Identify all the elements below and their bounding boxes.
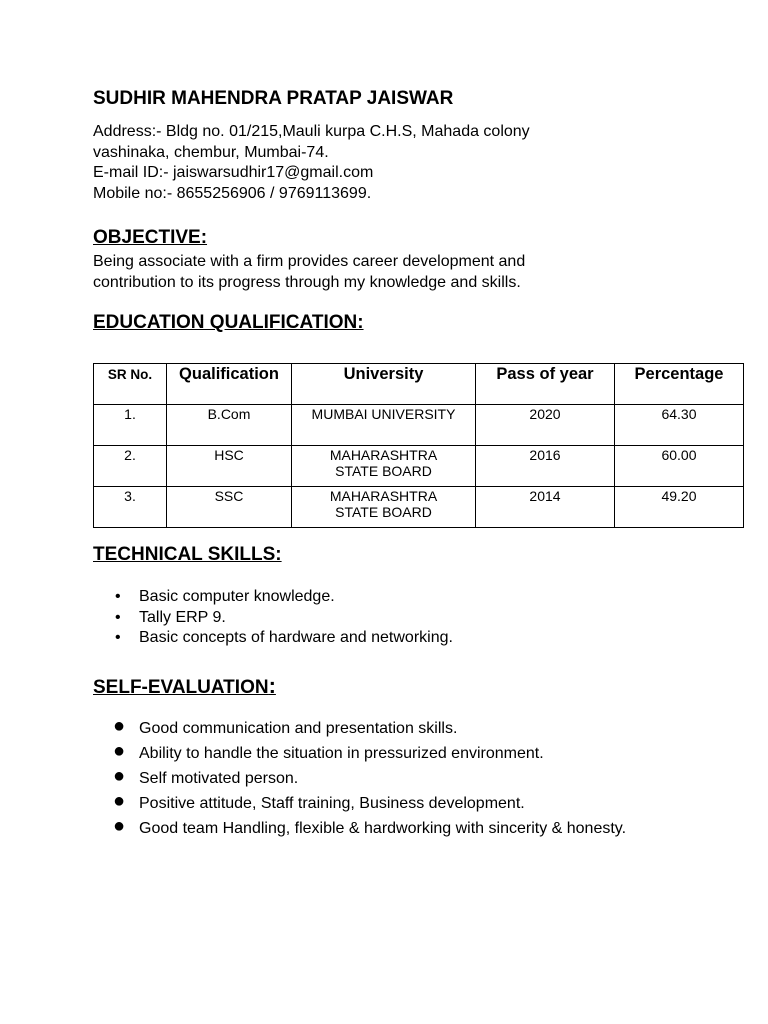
candidate-name: SUDHIR MAHENDRA PRATAP JAISWAR bbox=[93, 88, 454, 109]
cell-sr: 3. bbox=[94, 487, 167, 528]
university-line-2: STATE BOARD bbox=[335, 504, 432, 520]
education-heading: EDUCATION QUALIFICATION: bbox=[93, 312, 364, 333]
bullet-icon: ● bbox=[113, 765, 126, 787]
email-line: E-mail ID:- jaiswarsudhir17@gmail.com bbox=[93, 164, 374, 181]
university-line-1: MUMBAI UNIVERSITY bbox=[311, 406, 456, 422]
cell-university bbox=[292, 405, 476, 446]
cell-sr: 2. bbox=[94, 446, 167, 487]
list-item bbox=[93, 740, 639, 765]
address-line-1: Address:- Bldg no. 01/215,Mauli kurpa C.H.S, Mahada colony bbox=[93, 123, 530, 140]
list-item bbox=[93, 790, 639, 815]
column-header-percentage: Percentage bbox=[615, 364, 744, 405]
bullet-icon: ● bbox=[113, 815, 126, 837]
education-table bbox=[93, 363, 744, 528]
evaluation-text: Positive attitude, Staff training, Business development. bbox=[139, 795, 525, 812]
self-evaluation-heading bbox=[93, 673, 276, 699]
cell-percentage: 49.20 bbox=[615, 487, 744, 528]
evaluation-text: Ability to handle the situation in pressurized environment. bbox=[139, 745, 544, 762]
column-header-university: University bbox=[292, 364, 476, 405]
bullet-icon: • bbox=[115, 588, 121, 605]
bullet-icon: ● bbox=[113, 790, 126, 812]
objective-line-1: Being associate with a firm provides career development and bbox=[93, 253, 526, 270]
evaluation-text: Good communication and presentation skills. bbox=[139, 720, 458, 737]
table-header-row bbox=[94, 364, 744, 405]
column-header-qualification: Qualification bbox=[167, 364, 292, 405]
cell-qualification: HSC bbox=[167, 446, 292, 487]
table-row bbox=[94, 487, 744, 528]
cell-university bbox=[292, 487, 476, 528]
cell-year: 2020 bbox=[476, 405, 615, 446]
cell-university bbox=[292, 446, 476, 487]
objective-line-2: contribution to its progress through my knowledge and skills. bbox=[93, 274, 521, 291]
list-item bbox=[93, 765, 639, 790]
bullet-icon: ● bbox=[113, 740, 126, 762]
contact-block bbox=[93, 122, 530, 204]
list-item bbox=[93, 815, 639, 840]
skill-text: Tally ERP 9. bbox=[139, 608, 226, 626]
cell-qualification: SSC bbox=[167, 487, 292, 528]
cell-qualification: B.Com bbox=[167, 405, 292, 446]
bullet-icon: ● bbox=[113, 715, 126, 737]
table-row bbox=[94, 405, 744, 446]
cell-year: 2016 bbox=[476, 446, 615, 487]
self-evaluation-heading-colon: : bbox=[268, 673, 276, 698]
address-line-2: vashinaka, chembur, Mumbai-74. bbox=[93, 143, 329, 161]
list-item bbox=[93, 587, 453, 608]
column-header-pass-year: Pass of year bbox=[476, 364, 615, 405]
cell-sr: 1. bbox=[94, 405, 167, 446]
cell-year: 2014 bbox=[476, 487, 615, 528]
list-item bbox=[93, 715, 639, 740]
self-evaluation-heading-text: SELF-EVALUATION bbox=[93, 677, 269, 698]
list-item bbox=[93, 608, 453, 629]
technical-skills-heading: TECHNICAL SKILLS: bbox=[93, 544, 282, 565]
evaluation-text: Good team Handling, flexible & hardworking with sincerity & honesty. bbox=[139, 820, 627, 837]
university-line-2: STATE BOARD bbox=[335, 463, 432, 479]
university-line-1: MAHARASHTRA bbox=[329, 447, 438, 463]
objective-heading: OBJECTIVE: bbox=[93, 227, 208, 248]
university-line-1: MAHARASHTRA bbox=[329, 488, 438, 504]
objective-text bbox=[93, 251, 525, 293]
bullet-icon: • bbox=[115, 608, 121, 626]
skill-text: Basic computer knowledge. bbox=[139, 588, 335, 605]
cell-percentage: 64.30 bbox=[615, 405, 744, 446]
self-evaluation-list bbox=[93, 715, 639, 843]
evaluation-text: Self motivated person. bbox=[139, 770, 299, 787]
bullet-icon: • bbox=[115, 629, 121, 646]
technical-skills-list bbox=[93, 587, 453, 649]
mobile-line: Mobile no:- 8655256906 / 9769113699. bbox=[93, 184, 372, 202]
list-item bbox=[93, 628, 453, 649]
cell-percentage: 60.00 bbox=[615, 446, 744, 487]
table-row bbox=[94, 446, 744, 487]
column-header-sr-no: SR No. bbox=[94, 364, 167, 405]
skill-text: Basic concepts of hardware and networking. bbox=[139, 629, 453, 646]
